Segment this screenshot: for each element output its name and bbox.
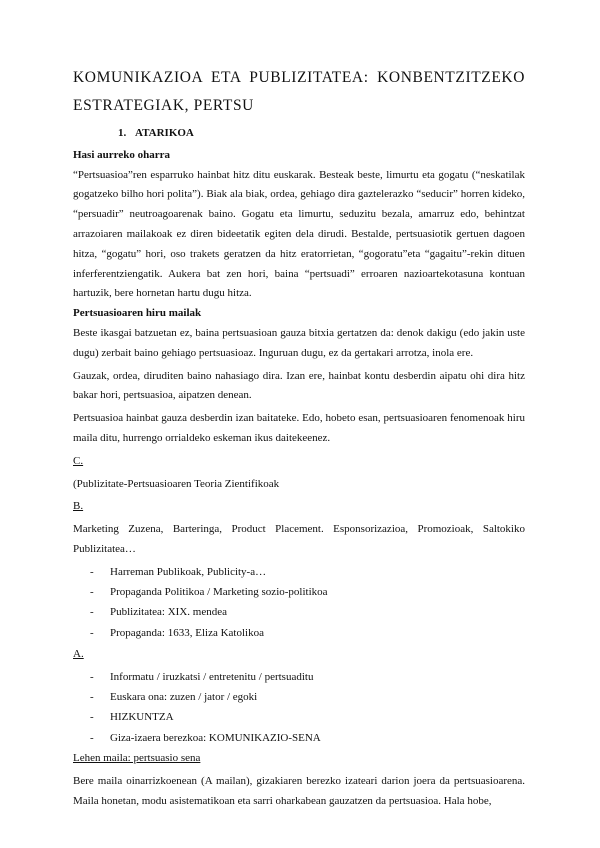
paragraph-hainbat-gauza: Pertsuasioa hainbat gauza desberdin izan baitateke. Edo, hobeto esan, pertsuasioaren fenomenoak hiru maila ditu, hurrengo orrialdeko eskeman ikus daitekeenez. bbox=[73, 412, 525, 444]
section-number: 1. bbox=[118, 127, 127, 139]
label-b: B. bbox=[73, 500, 84, 513]
list-item: - Euskara ona: zuzen / jator / egoki bbox=[90, 691, 258, 704]
section-heading-atarikoa bbox=[118, 124, 525, 144]
label-a: A. bbox=[73, 647, 84, 660]
list-item: - Harreman Publikoak, Publicity-a… bbox=[90, 565, 267, 578]
document-body bbox=[73, 124, 525, 811]
list-item: - HIZKUNTZA bbox=[90, 711, 174, 724]
paragraph-gauzak-ordea: Gauzak, ordea, diruditen baino nahasiago dira. Izan ere, hainbat kontu desberdin aipatu ohi dira hitz bakar hori, pertsuasioa, aipatzen denean. bbox=[73, 369, 525, 402]
paragraph-pertsuasioa-hitzak: “Pertsuasioa”ren esparruko hainbat hitz ditu euskarak. Besteak beste, limurtu eta gogatu (“neskatilak gogatzeko bilho hori polita”). Biak ala biak, ordea, gehiago dira gaztelerazko “seducir” horren kideko, “persuadir” neutroagoarenak baino. Gogatu eta limurtu, seduzitu bezala, amarruz edo, behintzat arrazoiaren mailakoak ez diren bideetatik egiten dela dirudi. Bestalde, pertsuasiotik gertuen dagoen hitza, “gogatu” hori, oso trakets geratzen da hitz eratorrietan, “gogoratu”eta “gagaitu”-rekin dituen inferferentziengatik. Aukera bat zen hori, baina “pertsuadi” erroaren nazioartekotasuna kontuan hartuzik, bere hornetan hartu dugu hitza. bbox=[73, 168, 525, 300]
document-title: KOMUNIKAZIOA ETA PUBLIZITATEA: KONBENTZITZEKO ESTRATEGIAK, PERTSU bbox=[73, 69, 525, 114]
subheading-hiru-mailak: Pertsuasioaren hiru mailak bbox=[73, 307, 202, 320]
list-item: - Publizitatea: XIX. mendea bbox=[90, 606, 227, 619]
a-list bbox=[73, 667, 525, 748]
list-item: - Informatu / iruzkatsi / entretenitu / pertsuaditu bbox=[90, 670, 314, 683]
b-list bbox=[73, 562, 525, 643]
list-item: - Propaganda: 1633, Eliza Katolikoa bbox=[90, 626, 264, 639]
subheading-hasi-aurreko-oharra: Hasi aurreko oharra bbox=[73, 148, 170, 161]
section-label: ATARIKOA bbox=[135, 127, 194, 139]
paragraph-bere-maila: Bere maila oinarrizkoenean (A mailan), gizakiaren berezko izateari darion joera da pertsuasioarena. Maila honetan, modu asistematikoan eta sarri oharkabean gauzatzen da pertsuasioa. Hala hobe, bbox=[73, 774, 525, 807]
list-item: - Giza-izaera berezkoa: KOMUNIKAZIO-SENA bbox=[90, 731, 321, 744]
paragraph-beste-ikasgai: Beste ikasgai batzuetan ez, baina pertsuasioan gauza bitxia gertatzen da: denok dakigu (edo jakin uste dugu) zerbait baino gehiago pertsuasioaz. Inguruan dugu, ez da gertakari arrotza, inola ere. bbox=[73, 326, 525, 359]
subheading-lehen-maila: Lehen maila: pertsuasio sena bbox=[73, 751, 201, 764]
b-text: Marketing Zuzena, Barteringa, Product Placement. Esponsorizazioa, Promozioak, Saltokiko Publizitatea… bbox=[73, 523, 525, 555]
c-text: (Publizitate-Pertsuasioaren Teoria Zientifikoak bbox=[73, 477, 280, 490]
list-item: - Propaganda Politikoa / Marketing sozio-politikoa bbox=[90, 586, 328, 599]
label-c: C. bbox=[73, 454, 84, 467]
